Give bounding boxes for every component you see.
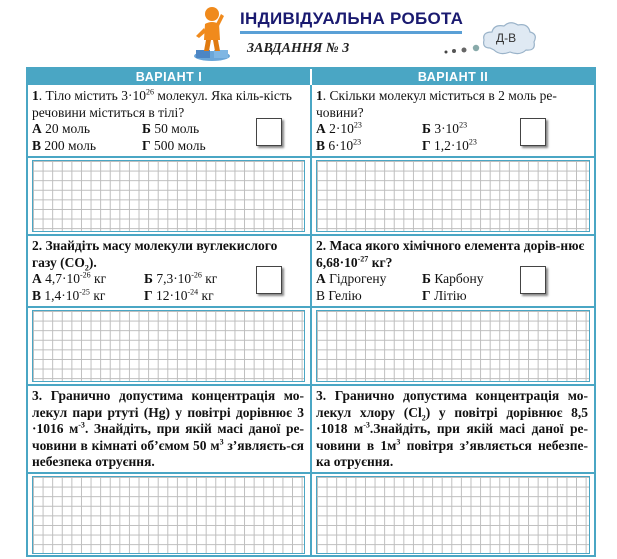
question-text: . Тіло містить 3·10 (38, 88, 146, 103)
option-c: В 200 моль (32, 137, 97, 153)
row-divider (28, 472, 594, 474)
option-d: Г $1,2\cdot 10^{23}$ (422, 137, 477, 153)
option-a: А $4,7\cdot 10^{-26}$ кг (32, 270, 107, 286)
option-d: Г 500 моль (142, 137, 206, 153)
answer-grid-1-v1[interactable] (32, 160, 305, 232)
page-title: ІНДИВІДУАЛЬНА РОБОТА (240, 9, 464, 28)
answer-grid-3-v2[interactable] (316, 476, 590, 554)
question-text: молекул. Яка кіль-кість речовини міститься в тілі? (32, 88, 292, 120)
option-c: В Гелію (316, 287, 362, 303)
question-text: ) у повітрі дорівнює 8,5 ·1018 м (316, 404, 588, 436)
question-text: 2. Знайдіть масу молекули вуглекислого газу (CO (32, 238, 278, 270)
variant-2-header: ВАРІАНТ ІІ (312, 69, 594, 85)
exponent: 26 (145, 87, 154, 97)
question-text: . Знайдіть, при якій масі даної ре-човини в кімнаті об’ємом 50 м (32, 421, 304, 453)
question-text: повітря з’являється небезпе-ка отруєння. (316, 437, 588, 469)
option-d: Г $12\cdot 10^{-24}$ кг (144, 287, 214, 303)
question-text: 2. Маса якого хімічного елемента дорів-нює 6,68·10 (316, 238, 585, 270)
option-b: Б Карбону (422, 271, 484, 286)
task-3-variant-2 (316, 388, 588, 471)
question-text: .Знайдіть, при якій масі даної ре-човини в 1м (316, 421, 588, 453)
answer-box-1-v2[interactable] (520, 118, 546, 146)
answer-grid-1-v2[interactable] (316, 160, 590, 232)
option-a: А Гідрогену (316, 271, 387, 286)
task-number: 1 (32, 88, 39, 103)
row-divider (28, 306, 594, 308)
answer-box-2-v2[interactable] (520, 266, 546, 294)
option-b: Б $3\cdot 10^{23}$ (422, 120, 468, 136)
question-text: кг? (368, 254, 393, 270)
option-a: А $2\cdot 10^{23}$ (316, 120, 362, 136)
option-c: В $6\cdot 10^{23}$ (316, 137, 362, 153)
question-text: ). (88, 254, 97, 270)
row-divider (28, 234, 594, 236)
option-d: Г Літію (422, 287, 467, 303)
option-b: Б 50 моль (142, 121, 200, 136)
question-text: з’являєть-ся небезпека отруєння. (32, 437, 304, 469)
exponent: -3 (78, 420, 85, 430)
answer-box-1-v1[interactable] (256, 118, 282, 146)
subscript: 2 (84, 263, 89, 273)
variant-badge: Д-В (496, 31, 517, 45)
answer-box-2-v1[interactable] (256, 266, 282, 294)
question-text: 3. Гранично допустима концентрація мо-лекул хлору (Cl (316, 388, 588, 420)
question-text: . Скільки молекул міститься в 2 моль ре-човини? (316, 88, 557, 120)
subscript: 2 (421, 413, 426, 423)
thinking-figure-icon (190, 4, 234, 62)
page-header (0, 0, 617, 66)
option-b: Б $7,3\cdot 10^{-26}$ кг (144, 270, 218, 286)
option-a: А 20 моль (32, 121, 91, 136)
exponent: -3 (363, 420, 370, 430)
answer-grid-2-v1[interactable] (32, 310, 305, 382)
answer-grid-2-v2[interactable] (316, 310, 590, 382)
row-divider (28, 156, 594, 158)
option-c: В $1,4\cdot 10^{-25}$ кг (32, 287, 106, 303)
title-underline (240, 31, 462, 34)
question-text: 3. Гранично допустима концентрація мо-лекул пари ртуті (Hg) у повітрі дорівнює 3 ·1016 м (32, 388, 304, 436)
row-divider (28, 384, 594, 386)
task-3-variant-1 (32, 388, 304, 471)
page-subtitle: ЗАВДАННЯ № 3 (247, 41, 350, 56)
variant-1-header: ВАРІАНТ І (28, 69, 310, 85)
exponent: 3 (219, 437, 224, 446)
task-number: 1 (316, 88, 323, 103)
exponent: 3 (396, 437, 401, 446)
answer-grid-3-v1[interactable] (32, 476, 305, 554)
exponent: -27 (357, 254, 369, 263)
